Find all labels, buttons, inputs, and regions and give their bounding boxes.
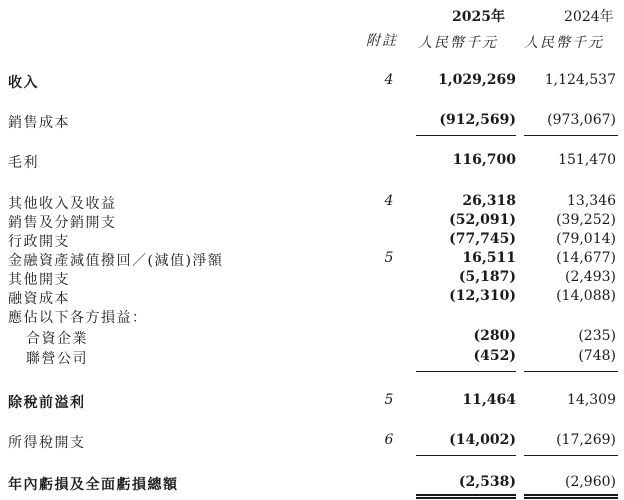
value-2025: 116,700 (452, 152, 516, 168)
header-year-2024: 2024年 (564, 9, 614, 25)
row-label: 融資成本 (8, 291, 70, 307)
header-year-2025: 2025年 (452, 9, 505, 25)
value-2024: (14,677) (556, 250, 616, 266)
row-admin-expenses (0, 231, 624, 249)
subtotal-rule-2025 (416, 371, 516, 372)
row-label: 年內虧損及全面虧損總額 (8, 477, 179, 493)
row-label: 其他開支 (8, 272, 70, 288)
value-2025: (77,745) (449, 231, 516, 247)
total-double-rule-2024 (524, 497, 618, 499)
row-label: 收入 (8, 75, 39, 91)
value-2024: (748) (578, 348, 616, 364)
row-total-comprehensive-loss (0, 474, 624, 492)
row-note: 4 (384, 72, 394, 88)
value-2024: (39,252) (556, 212, 616, 228)
row-other-income (0, 193, 624, 211)
value-2025: 1,029,269 (438, 72, 516, 88)
row-gross-profit (0, 152, 624, 170)
header-unit-2024: 人民幣千元 (524, 35, 604, 51)
row-profit-before-tax (0, 392, 624, 410)
total-double-rule-2024 (524, 494, 618, 496)
total-double-rule-2025 (416, 497, 516, 499)
header-note: 附註 (366, 33, 398, 49)
row-label: 銷售成本 (8, 115, 70, 131)
value-2025: (14,002) (449, 432, 516, 448)
row-note: 5 (384, 392, 394, 408)
row-selling-expenses (0, 212, 624, 230)
value-2025: (12,310) (449, 288, 516, 304)
row-share-of-profit-loss (0, 307, 624, 325)
value-2025: (280) (473, 328, 516, 344)
value-2024: 14,309 (567, 392, 616, 408)
value-2025: (452) (473, 348, 516, 364)
row-label: 除稅前溢利 (8, 395, 86, 411)
value-2024: (2,960) (564, 474, 616, 490)
value-2024: (79,014) (556, 231, 616, 247)
subtotal-rule-2024 (524, 135, 618, 136)
subtotal-rule-2025 (416, 135, 516, 136)
row-label: 合資企業 (26, 331, 88, 347)
row-label: 所得稅開支 (8, 435, 86, 451)
value-2024: (14,088) (556, 288, 616, 304)
row-label: 銷售及分銷開支 (8, 215, 117, 231)
value-2025: 11,464 (462, 392, 516, 408)
value-2024: 151,470 (558, 152, 616, 168)
row-label: 毛利 (8, 155, 39, 171)
row-note: 4 (384, 193, 394, 209)
value-2024: 13,346 (567, 193, 616, 209)
subtotal-rule-2024 (524, 455, 618, 456)
row-note: 6 (384, 432, 394, 448)
row-label: 行政開支 (8, 234, 70, 250)
row-label: 其他收入及收益 (8, 196, 117, 212)
value-2025: 16,511 (462, 250, 516, 266)
value-2025: (912,569) (439, 112, 516, 128)
row-finance-costs (0, 288, 624, 306)
subtotal-rule-2024 (524, 371, 618, 372)
row-cost-of-sales (0, 112, 624, 130)
header-unit-2025: 人民幣千元 (418, 35, 498, 51)
value-2024: (235) (578, 328, 616, 344)
row-label: 金融資產減值撥回／(減值)淨額 (8, 253, 224, 269)
row-joint-ventures (0, 328, 624, 346)
row-associates (0, 348, 624, 366)
row-label: 應佔以下各方損益： (8, 310, 148, 326)
row-note: 5 (384, 250, 394, 266)
value-2025: (52,091) (449, 212, 516, 228)
value-2025: (5,187) (458, 269, 516, 285)
row-impairment (0, 250, 624, 268)
value-2025: 26,318 (462, 193, 516, 209)
value-2024: (2,493) (564, 269, 616, 285)
row-revenue (0, 72, 624, 90)
value-2024: 1,124,537 (544, 72, 616, 88)
row-other-expenses (0, 269, 624, 287)
row-label: 聯營公司 (26, 351, 88, 367)
subtotal-rule-2025 (416, 455, 516, 456)
row-income-tax (0, 432, 624, 450)
value-2024: (973,067) (547, 112, 616, 128)
value-2024: (17,269) (556, 432, 616, 448)
total-double-rule-2025 (416, 494, 516, 496)
value-2025: (2,538) (458, 474, 516, 490)
